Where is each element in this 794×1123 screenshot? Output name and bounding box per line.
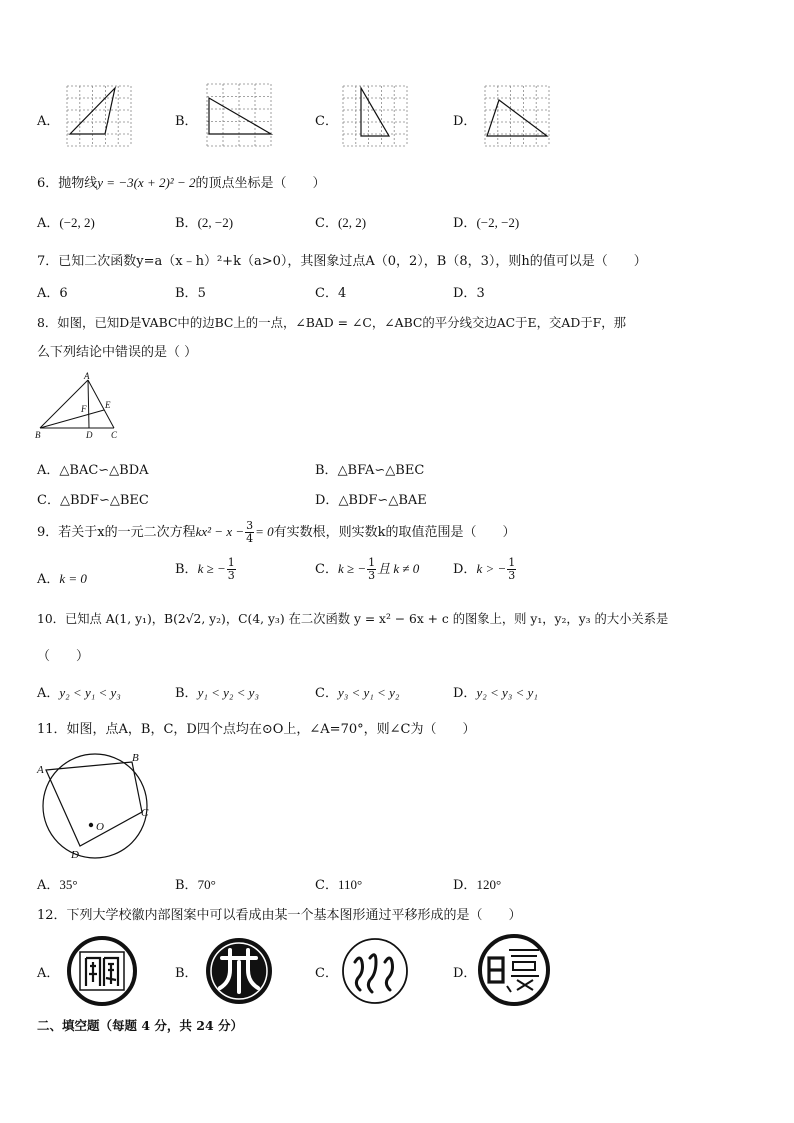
- q11-option-c-letter: C．: [315, 878, 338, 893]
- q5-option-c-letter[interactable]: C．: [315, 114, 338, 129]
- q6-option-c[interactable]: [315, 212, 366, 231]
- q7-option-b-text: 5: [197, 286, 206, 301]
- q11-option-a[interactable]: [37, 874, 78, 893]
- q6-stem: [37, 172, 325, 191]
- q6-option-b-letter: B．: [175, 216, 198, 231]
- q8-label-d: D: [86, 430, 93, 440]
- q11-label-c: C: [141, 807, 149, 819]
- q6-option-d[interactable]: [453, 212, 519, 231]
- q8-option-a-letter: A．: [37, 463, 60, 478]
- q11-label-a: A: [37, 764, 44, 776]
- q9-stem-prefix: 9．若关于x的一元二次方程: [37, 525, 196, 540]
- q7-option-a[interactable]: [37, 282, 68, 301]
- q9-option-d-pre: k > −: [476, 561, 507, 576]
- q5-option-d-figure[interactable]: [485, 86, 549, 148]
- q8-option-b[interactable]: [315, 459, 424, 478]
- q9-stem-formula-a: kx² − x −: [195, 524, 245, 539]
- q7-option-b-letter: B．: [175, 286, 198, 301]
- q11-label-d: D: [71, 849, 79, 861]
- q9-option-d-den: 3: [508, 569, 516, 582]
- q8-option-d[interactable]: [315, 489, 427, 508]
- q8-label-e: E: [105, 400, 111, 410]
- q5-option-a-figure[interactable]: [67, 86, 131, 148]
- q9-option-a[interactable]: [37, 568, 87, 587]
- q10-option-d[interactable]: [453, 682, 538, 701]
- q11-option-d-letter: D．: [453, 878, 477, 893]
- q9-option-d[interactable]: [453, 557, 517, 582]
- q7-option-d-text: 3: [476, 286, 485, 301]
- q6-option-c-letter: C．: [315, 216, 338, 231]
- q12-option-b-emblem[interactable]: [204, 936, 274, 1006]
- q11-option-d-text: 120°: [476, 877, 502, 892]
- q7-option-d-letter: D．: [453, 286, 477, 301]
- q9-option-b-pre: k ≥ −: [197, 561, 226, 576]
- q6-option-d-text: (−2, −2): [476, 215, 520, 230]
- q5-option-b-letter[interactable]: B．: [175, 114, 198, 129]
- q9-option-c-post: 且 k ≠ 0: [377, 561, 420, 576]
- q9-stem: [37, 520, 516, 545]
- q10-stem-line2: （ ）: [37, 649, 90, 664]
- q8-option-d-text: △BDF∽△BAE: [338, 493, 427, 508]
- q9-option-d-num: 1: [508, 556, 516, 569]
- q12-option-b-letter[interactable]: B．: [175, 966, 198, 981]
- q8-label-c: C: [111, 430, 118, 440]
- q5-option-a-letter[interactable]: A．: [37, 114, 60, 129]
- q11-option-a-letter: A．: [37, 878, 60, 893]
- q6-option-a-letter: A．: [37, 216, 60, 231]
- q8-label-a: A: [84, 371, 90, 381]
- q9-option-b[interactable]: [175, 557, 237, 582]
- q7-option-a-letter: A．: [37, 286, 60, 301]
- q6-option-a-text: (−2, 2): [59, 215, 95, 230]
- q5-option-d-letter[interactable]: D．: [453, 114, 477, 129]
- q11-label-o: O: [96, 821, 104, 833]
- q5-option-c-figure[interactable]: [343, 86, 407, 148]
- q11-stem: 11．如图，点A，B，C，D四个点均在⊙O上，∠A=70°，则∠C为（ ）: [37, 722, 476, 737]
- q9-option-c[interactable]: [315, 557, 419, 582]
- q9-frac-den: 4: [246, 532, 254, 545]
- q9-option-b-den: 3: [227, 569, 235, 582]
- q9-stem-fraction: [245, 520, 254, 545]
- q11-option-b-letter: B．: [175, 878, 198, 893]
- q9-option-d-fraction: [507, 557, 516, 582]
- q7-option-a-text: 6: [59, 286, 68, 301]
- section2-heading: 二、填空题（每题 4 分，共 24 分）: [37, 1018, 244, 1033]
- q12-option-c-letter[interactable]: C．: [315, 966, 338, 981]
- q8-option-c-letter: C．: [37, 493, 60, 508]
- q8-triangle-figure: [34, 372, 134, 442]
- q9-stem-suffix: 有实数根，则实数k的取值范围是（ ）: [273, 525, 516, 540]
- q12-option-a-emblem[interactable]: [66, 936, 138, 1006]
- q8-option-b-letter: B．: [315, 463, 338, 478]
- q6-stem-prefix: 6．抛物线: [37, 176, 98, 191]
- q10-option-a-text: y₂ < y₁ < y₃: [59, 685, 121, 700]
- q7-option-c-letter: C．: [315, 286, 338, 301]
- q10-option-b-letter: B．: [175, 686, 198, 701]
- q9-option-a-text: k = 0: [59, 571, 87, 586]
- q11-label-b: B: [132, 752, 139, 764]
- q10-option-d-text: y₂ < y₃ < y₁: [476, 685, 538, 700]
- q11-option-c-text: 110°: [337, 877, 363, 892]
- q9-option-c-pre: k ≥ −: [337, 561, 367, 576]
- q9-option-b-fraction: [227, 557, 236, 582]
- q6-stem-suffix: 的顶点坐标是（ ）: [195, 176, 326, 191]
- q7-option-c[interactable]: [315, 282, 346, 301]
- q12-option-d-letter[interactable]: D．: [453, 966, 477, 981]
- q5-option-b-figure[interactable]: [207, 84, 271, 148]
- q8-option-d-letter: D．: [315, 493, 339, 508]
- q9-option-c-den: 3: [368, 569, 376, 582]
- q11-option-b[interactable]: [175, 874, 216, 893]
- q9-option-c-fraction: [367, 557, 376, 582]
- q8-stem-line2: 么下列结论中错误的是（ ）: [37, 345, 198, 360]
- q11-option-a-text: 35°: [59, 877, 78, 892]
- q6-option-c-text: (2, 2): [337, 215, 367, 230]
- q8-stem-line1: 8．如图，已知D是VABC中的边BC上的一点，∠BAD = ∠C，∠ABC的平分线交边AC于E，交AD于F，那: [37, 315, 627, 330]
- q7-option-d[interactable]: [453, 282, 485, 301]
- q10-option-c-text: y₃ < y₁ < y₂: [337, 685, 400, 700]
- q6-option-d-letter: D．: [453, 216, 477, 231]
- q11-option-c[interactable]: [315, 874, 362, 893]
- q7-option-c-text: 4: [337, 286, 347, 301]
- q9-option-b-letter: B．: [175, 562, 198, 577]
- q6-option-b-text: (2, −2): [197, 215, 234, 230]
- q10-option-a-letter: A．: [37, 686, 60, 701]
- q11-circle-figure: [34, 748, 164, 863]
- q7-option-b[interactable]: [175, 282, 206, 301]
- q8-label-f: F: [81, 404, 87, 414]
- q10-stem-line1: 10．已知点 A(1, y₁)，B(2√2, y₂)，C(4, y₃) 在二次函数 y = x² − 6x + c 的图象上，则 y₁，y₂，y₃ 的大小关系是: [37, 612, 669, 626]
- q10-option-b-text: y₁ < y₂ < y₃: [197, 685, 259, 700]
- q10-option-a[interactable]: [37, 682, 121, 701]
- q8-option-b-text: △BFA∽△BEC: [337, 463, 425, 478]
- q10-option-c-letter: C．: [315, 686, 338, 701]
- q10-option-b[interactable]: [175, 682, 259, 701]
- q9-option-a-letter: A．: [37, 572, 60, 587]
- q6-option-b[interactable]: [175, 212, 233, 231]
- q8-option-a-text: △BAC∽△BDA: [59, 463, 149, 478]
- q10-option-d-letter: D．: [453, 686, 477, 701]
- q9-option-d-letter: D．: [453, 562, 477, 577]
- q12-option-c-emblem[interactable]: [340, 936, 410, 1006]
- q11-option-d[interactable]: [453, 874, 501, 893]
- q9-stem-formula-b: = 0: [255, 524, 274, 539]
- q9-option-b-num: 1: [227, 556, 235, 569]
- q8-option-c-text: △BDF∽△BEC: [59, 493, 149, 508]
- q6-stem-formula: y = −3(x + 2)² − 2: [97, 175, 196, 190]
- q12-option-a-letter[interactable]: A．: [37, 966, 60, 981]
- q6-option-a[interactable]: [37, 212, 95, 231]
- q9-frac-num: 3: [246, 519, 254, 532]
- q8-option-a[interactable]: [37, 459, 149, 478]
- q7-stem: 7．已知二次函数y=a（x﹣h）²+k（a>0），其图象过点A（0，2），B（8，3），则h的值可以是（ ）: [37, 254, 647, 269]
- q8-label-b: B: [35, 430, 41, 440]
- q9-option-c-num: 1: [368, 556, 376, 569]
- q8-option-c[interactable]: [37, 489, 149, 508]
- q11-option-b-text: 70°: [197, 877, 216, 892]
- q9-option-c-letter: C．: [315, 562, 338, 577]
- q12-stem: 12．下列大学校徽内部图案中可以看成由某一个基本图形通过平移形成的是（ ）: [37, 908, 522, 923]
- q12-option-d-emblem[interactable]: [477, 934, 551, 1006]
- q10-option-c[interactable]: [315, 682, 399, 701]
